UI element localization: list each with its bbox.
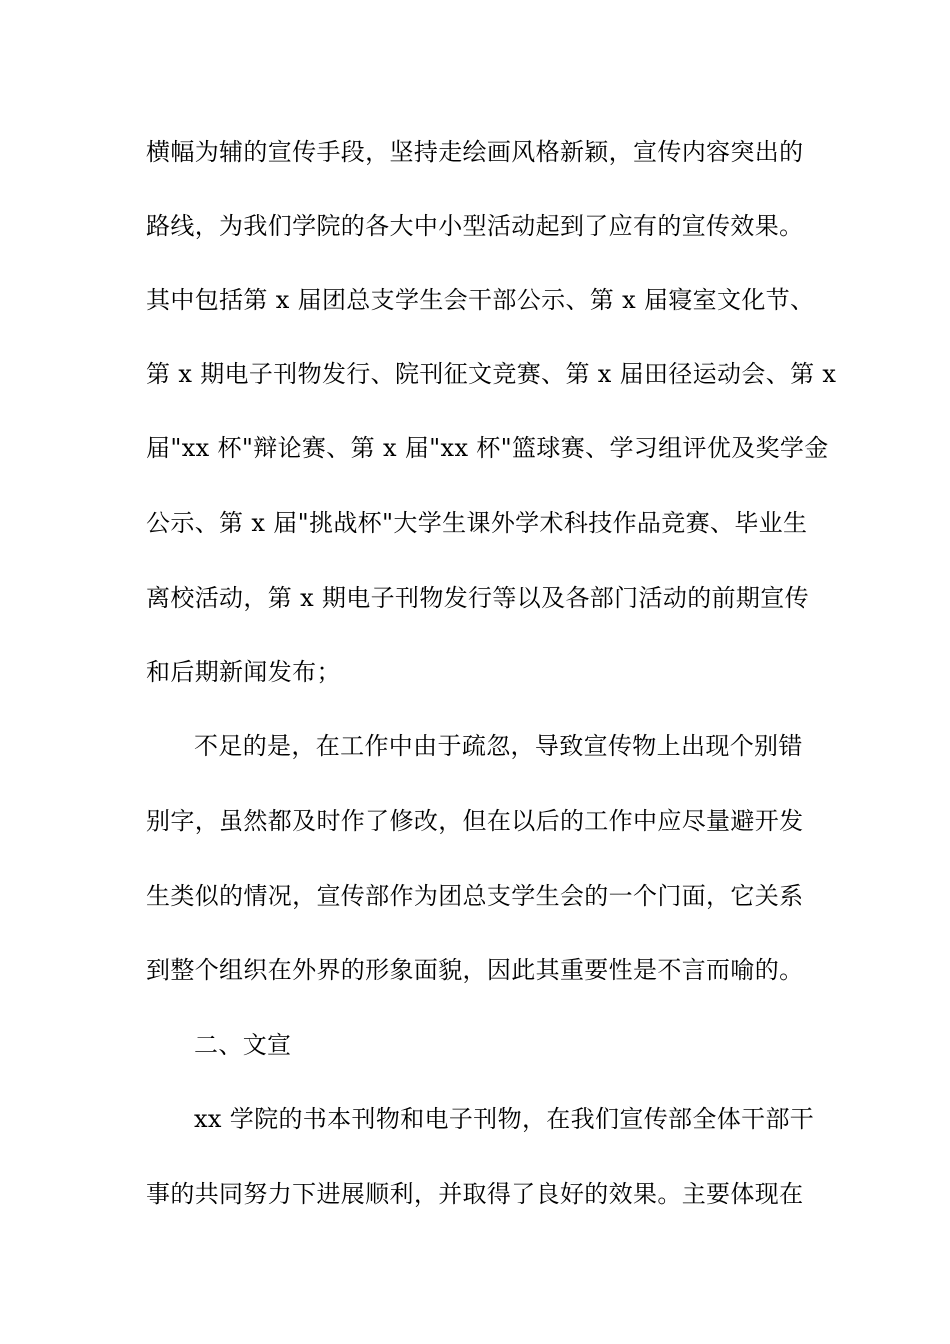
text-line: 届"xx 杯"辩论赛、第 x 届"xx 杯"篮球赛、学习组评优及奖学金: [146, 434, 829, 462]
text-line: 别字，虽然都及时作了修改，但在以后的工作中应尽量避开发: [146, 807, 804, 835]
paragraph-first-line: 不足的是，在工作中由于疏忽，导致宣传物上出现个别错: [194, 732, 803, 760]
text-line: 其中包括第 x 届团总支学生会干部公示、第 x 届寝室文化节、: [146, 286, 815, 314]
text-line: 生类似的情况，宣传部作为团总支学生会的一个门面，它关系: [146, 882, 804, 910]
text-line: 和后期新闻发布；: [146, 658, 341, 686]
section-heading: 二、文宣: [194, 1031, 292, 1059]
text-line: 路线，为我们学院的各大中小型活动起到了应有的宣传效果。: [146, 212, 804, 240]
text-line: 第 x 期电子刊物发行、院刊征文竞赛、第 x 届田径运动会、第 x: [146, 360, 837, 388]
text-line: 事的共同努力下进展顺利，并取得了良好的效果。主要体现在: [146, 1180, 804, 1208]
paragraph-first-line: xx 学院的书本刊物和电子刊物，在我们宣传部全体干部干: [194, 1105, 815, 1133]
text-line: 公示、第 x 届"挑战杯"大学生课外学术科技作品竞赛、毕业生: [146, 509, 808, 537]
text-line: 离校活动，第 x 期电子刊物发行等以及各部门活动的前期宣传: [146, 584, 809, 612]
text-line: 到整个组织在外界的形象面貌，因此其重要性是不言而喻的。: [146, 956, 804, 984]
text-line: 横幅为辅的宣传手段，坚持走绘画风格新颖，宣传内容突出的: [146, 138, 804, 166]
